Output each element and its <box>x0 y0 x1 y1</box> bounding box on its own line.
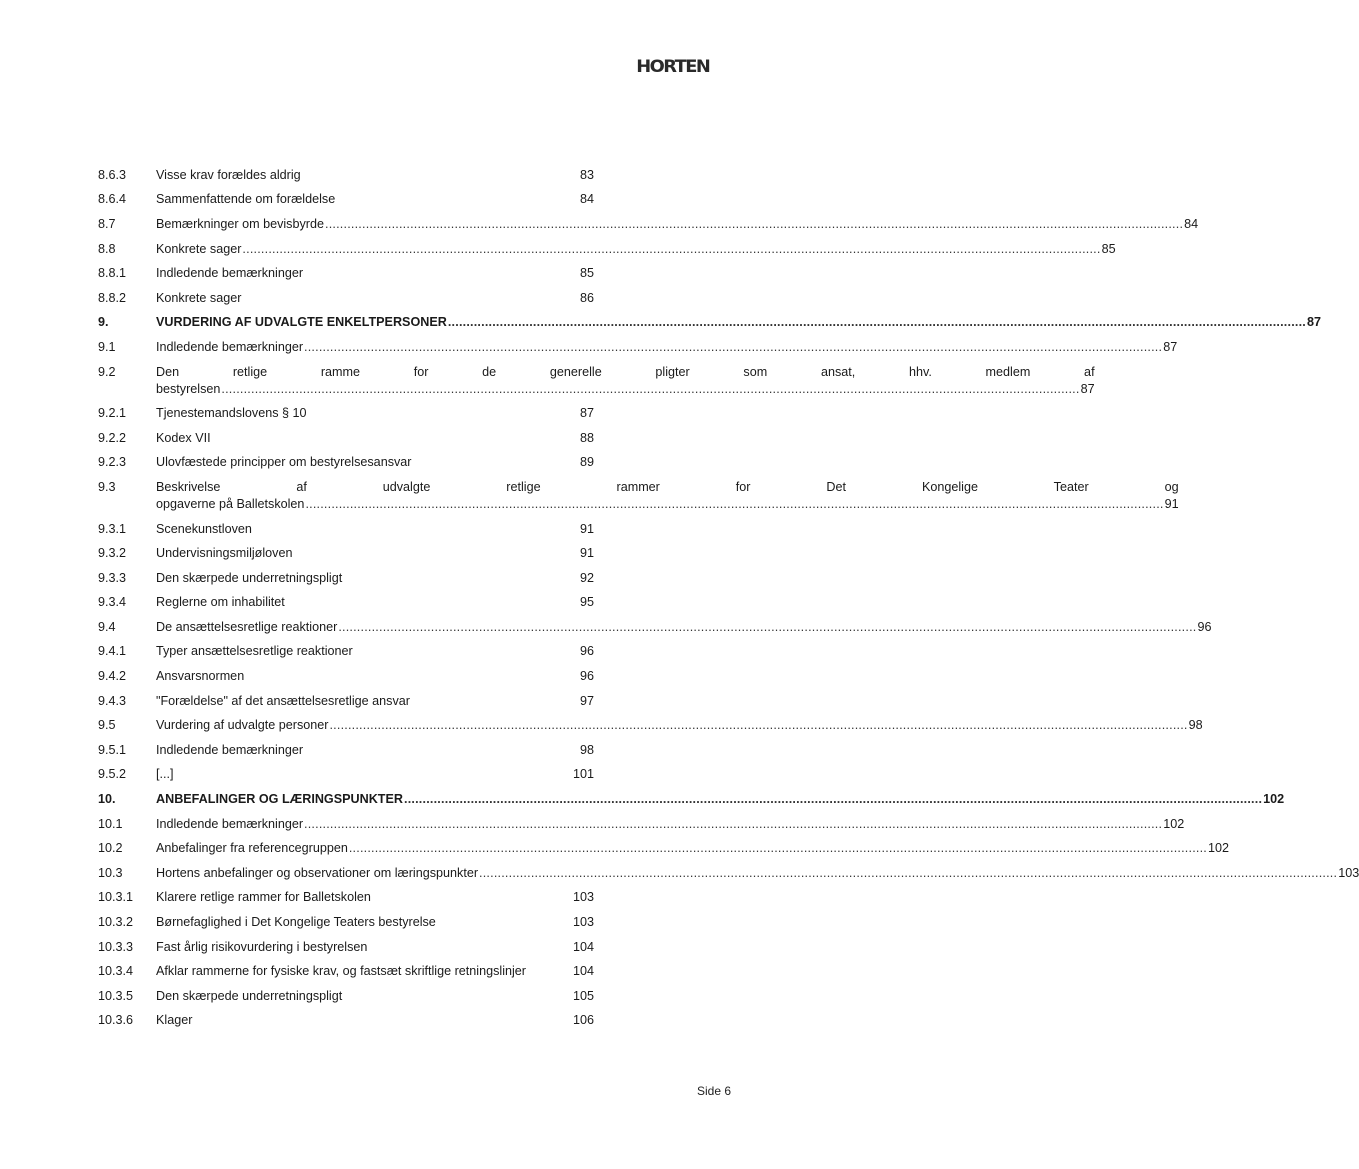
toc-entry-number: 8.6.4 <box>98 192 127 207</box>
toc-entry[interactable] <box>98 763 594 788</box>
toc-entry-title: ANBEFALINGER OG LÆRINGSPUNKTER <box>156 792 403 807</box>
dot-leader <box>304 339 1162 356</box>
toc-entry-title: Hortens anbefalinger og observationer om læringspunkter <box>156 865 479 880</box>
toc-entry-title: Ulovfæstede principper om bestyrelsesansvar <box>156 455 412 470</box>
dot-leader <box>404 791 1262 808</box>
horten-logo: HORTEN <box>636 57 710 77</box>
toc-entry-page: 102 <box>1163 816 1185 831</box>
toc-entry-title: Tjenestemandslovens § 10 <box>156 406 307 421</box>
toc-entry-page: 95 <box>579 595 594 610</box>
toc-entry-number: 8.6.3 <box>98 167 127 182</box>
toc-entry-number: 10.2 <box>98 841 123 856</box>
toc-entry-title: Indledende bemærkninger <box>156 742 304 757</box>
toc-entry-title: Konkrete sager <box>156 241 242 256</box>
toc-entry-number: 9.5.1 <box>98 742 127 757</box>
toc-entry-number: 10.3.3 <box>98 939 134 954</box>
toc-entry-page: 104 <box>572 964 594 979</box>
dot-leader <box>305 496 1163 513</box>
toc-entry[interactable] <box>98 541 594 566</box>
toc-entry[interactable] <box>98 861 1359 886</box>
toc-entry[interactable] <box>98 188 594 213</box>
toc-entry-number: 9.2.2 <box>98 430 127 445</box>
toc-entry-number: 9.5 <box>98 718 116 733</box>
toc-entry[interactable] <box>98 591 594 616</box>
toc-entry[interactable] <box>98 163 594 188</box>
toc-entry-title: Bemærkninger om bevisbyrde <box>156 216 324 231</box>
toc-entry[interactable] <box>98 689 594 714</box>
toc-entry-page: 87 <box>1080 381 1095 396</box>
toc-entry-number: 10.3.4 <box>98 964 134 979</box>
toc-entry-number: 8.7 <box>98 216 116 231</box>
dot-leader <box>325 216 1183 233</box>
toc-entry[interactable] <box>98 311 1322 336</box>
toc-entry-title: Den skærpede underretningspligt <box>156 570 343 585</box>
toc-entry-title: [...] <box>156 767 174 782</box>
toc-entry-page: 91 <box>579 546 594 561</box>
toc-entry-title: VURDERING AF UDVALGTE ENKELTPERSONER <box>156 315 447 330</box>
toc-entry-title: "Forældelse" af det ansættelsesretlige ansvar <box>156 693 410 708</box>
toc-entry[interactable] <box>98 566 594 591</box>
table-of-contents <box>98 163 1359 1033</box>
toc-entry-title: De ansættelsesretlige reaktioner <box>156 619 338 634</box>
toc-entry[interactable] <box>98 836 1230 861</box>
toc-entry[interactable] <box>98 886 594 911</box>
toc-entry-number: 9.2.1 <box>98 406 127 421</box>
toc-entry-page: 86 <box>579 290 594 305</box>
toc-entry-title: Undervisningsmiljøloven <box>156 546 293 561</box>
page-number: Side 6 <box>697 1084 732 1098</box>
dot-leader <box>338 619 1196 636</box>
toc-entry-number: 9.4.3 <box>98 693 127 708</box>
dot-leader <box>304 816 1162 833</box>
toc-entry-title: Anbefalinger fra referencegruppen <box>156 841 348 856</box>
toc-entry[interactable] <box>98 738 594 763</box>
toc-entry-title: Ansvarsnormen <box>156 669 245 684</box>
toc-entry-page: 98 <box>1188 718 1203 733</box>
toc-entry-title: Klager <box>156 1013 193 1028</box>
toc-entry-number: 8.8.2 <box>98 290 127 305</box>
toc-entry-page: 102 <box>1263 792 1285 807</box>
toc-entry[interactable] <box>98 787 1285 812</box>
toc-entry-page: 97 <box>579 693 594 708</box>
toc-entry-title: Konkrete sager <box>156 290 242 305</box>
dot-leader <box>329 717 1187 734</box>
dot-leader <box>242 241 1100 258</box>
toc-entry-page: 89 <box>579 455 594 470</box>
toc-entry-page: 101 <box>572 767 594 782</box>
toc-entry-title: Sammenfattende om forældelse <box>156 192 336 207</box>
toc-entry-number: 8.8 <box>98 241 116 256</box>
toc-entry-number: 9.3.2 <box>98 546 127 561</box>
toc-entry[interactable] <box>98 212 1199 237</box>
toc-entry-number: 9.4.1 <box>98 644 127 659</box>
toc-entry-title: Børnefaglighed i Det Kongelige Teaters bestyrelse <box>156 915 436 930</box>
toc-entry-title: bestyrelsen <box>156 381 221 396</box>
toc-entry-number: 10.3.2 <box>98 915 134 930</box>
toc-entry-title-line1: Beskrivelse af udvalgte retlige rammer for Det Kongelige Teater og <box>156 479 1179 494</box>
toc-entry-page: 87 <box>1307 315 1322 330</box>
toc-entry-number: 9.2 <box>98 364 116 379</box>
toc-entry[interactable] <box>98 335 1178 360</box>
toc-entry-page: 104 <box>572 939 594 954</box>
toc-entry-title: opgaverne på Balletskolen <box>156 496 305 511</box>
toc-entry-title: Indledende bemærkninger <box>156 266 304 281</box>
toc-entry-title: Fast årlig risikovurdering i bestyrelsen <box>156 939 368 954</box>
toc-entry[interactable] <box>98 451 594 476</box>
toc-entry-number: 8.8.1 <box>98 266 127 281</box>
toc-entry[interactable] <box>98 1009 594 1034</box>
toc-entry-page: 91 <box>1164 496 1179 511</box>
toc-entry-title: Indledende bemærkninger <box>156 816 304 831</box>
toc-entry-page: 87 <box>1163 339 1178 354</box>
toc-entry-page: 96 <box>579 644 594 659</box>
toc-entry[interactable] <box>98 261 594 286</box>
toc-entry[interactable] <box>98 664 594 689</box>
toc-entry-page: 84 <box>579 192 594 207</box>
dot-leader <box>448 314 1306 331</box>
toc-entry[interactable] <box>98 360 1095 402</box>
toc-entry-page: 83 <box>579 167 594 182</box>
toc-entry-title: Den skærpede underretningspligt <box>156 988 343 1003</box>
toc-entry-page: 85 <box>579 266 594 281</box>
toc-entry[interactable] <box>98 286 594 311</box>
dot-leader <box>479 865 1337 882</box>
toc-entry-number: 10.3 <box>98 865 123 880</box>
toc-entry-number: 10.3.5 <box>98 988 134 1003</box>
toc-entry-page: 91 <box>579 521 594 536</box>
toc-entry-number: 9.3.3 <box>98 570 127 585</box>
toc-entry-number: 10.1 <box>98 816 123 831</box>
toc-entry-title: Afklar rammerne for fysiske krav, og fastsæt skriftlige retningslinjer <box>156 964 526 979</box>
toc-entry[interactable] <box>98 401 594 426</box>
toc-entry-number: 10.3.1 <box>98 890 134 905</box>
toc-entry-title: Visse krav forældes aldrig <box>156 167 301 182</box>
toc-entry-page: 103 <box>572 915 594 930</box>
toc-entry[interactable] <box>98 426 594 451</box>
toc-entry-page: 106 <box>572 1013 594 1028</box>
toc-entry-title: Reglerne om inhabilitet <box>156 595 285 610</box>
toc-entry[interactable] <box>98 959 594 984</box>
toc-entry-page: 98 <box>579 742 594 757</box>
toc-entry[interactable] <box>98 475 1179 517</box>
toc-entry[interactable] <box>98 984 594 1009</box>
toc-entry-page: 102 <box>1208 841 1230 856</box>
toc-entry-number: 9.3.4 <box>98 595 127 610</box>
toc-entry-page: 87 <box>579 406 594 421</box>
toc-entry-number: 9.1 <box>98 339 116 354</box>
toc-entry-title: Klarere retlige rammer for Balletskolen <box>156 890 371 905</box>
toc-entry-number: 9.4 <box>98 619 116 634</box>
toc-entry-number: 10. <box>98 792 116 807</box>
toc-entry-page: 105 <box>572 988 594 1003</box>
toc-entry[interactable] <box>98 237 1116 262</box>
toc-entry-title: Kodex VII <box>156 430 211 445</box>
toc-entry-page: 92 <box>579 570 594 585</box>
toc-entry-number: 10.3.6 <box>98 1013 134 1028</box>
toc-entry-page: 84 <box>1184 216 1199 231</box>
toc-entry-page: 85 <box>1101 241 1116 256</box>
toc-entry-number: 9.4.2 <box>98 669 127 684</box>
toc-entry-title-line1: Den retlige ramme for de generelle pligter som ansat, hhv. medlem af <box>156 364 1095 379</box>
toc-entry-number: 9.3.1 <box>98 521 127 536</box>
toc-entry-title: Typer ansættelsesretlige reaktioner <box>156 644 353 659</box>
toc-entry[interactable] <box>98 935 594 960</box>
toc-entry[interactable] <box>98 910 594 935</box>
toc-entry-page: 103 <box>1338 865 1359 880</box>
toc-entry-number: 9.5.2 <box>98 767 127 782</box>
toc-entry-number: 9.3 <box>98 479 116 494</box>
dot-leader <box>221 381 1079 398</box>
toc-entry-page: 96 <box>1197 619 1212 634</box>
toc-entry-number: 9.2.3 <box>98 455 127 470</box>
toc-entry-page: 103 <box>572 890 594 905</box>
toc-entry[interactable] <box>98 640 594 665</box>
toc-entry-title: Indledende bemærkninger <box>156 339 304 354</box>
toc-entry[interactable] <box>98 812 1185 837</box>
toc-entry-title: Vurdering af udvalgte personer <box>156 718 329 733</box>
toc-entry[interactable] <box>98 615 1212 640</box>
toc-entry-page: 96 <box>579 669 594 684</box>
toc-entry[interactable] <box>98 713 1203 738</box>
toc-entry[interactable] <box>98 517 594 542</box>
toc-entry-number: 9. <box>98 315 109 330</box>
toc-entry-page: 88 <box>579 430 594 445</box>
toc-entry-title: Scenekunstloven <box>156 521 252 536</box>
dot-leader <box>349 840 1207 857</box>
